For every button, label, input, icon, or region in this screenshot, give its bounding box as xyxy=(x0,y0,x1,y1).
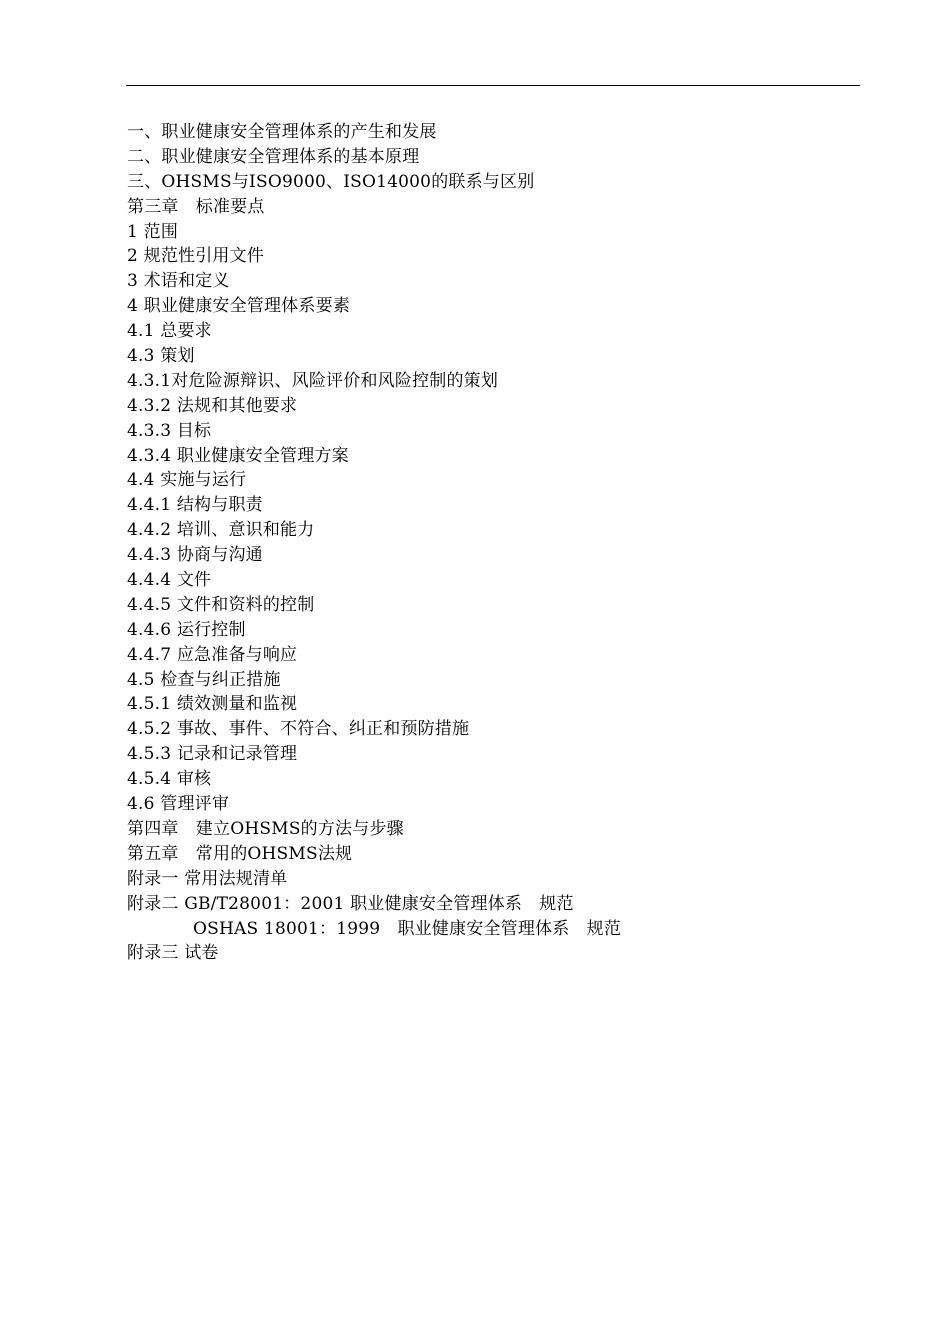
toc-line: 4.4.7 应急准备与响应 xyxy=(127,644,298,665)
toc-line: 2 规范性引用文件 xyxy=(127,246,265,267)
toc-line: 二、职业健康安全管理体系的基本原理 xyxy=(127,146,420,167)
toc-line: 4.3 策划 xyxy=(127,346,195,367)
toc-line: 4.5.3 记录和记录管理 xyxy=(127,744,298,765)
toc-line: 一、职业健康安全管理体系的产生和发展 xyxy=(127,122,437,142)
toc-line: 4.5 检查与纠正措施 xyxy=(127,669,281,690)
toc-line: 4.4.6 运行控制 xyxy=(127,619,246,640)
toc-line: 4.3.4 职业健康安全管理方案 xyxy=(127,445,349,466)
toc-line: 4.3.2 法规和其他要求 xyxy=(127,395,298,416)
toc-chapter-heading: 第五章 常用的OHSMS法规 xyxy=(127,843,353,864)
toc-line: 3 术语和定义 xyxy=(127,271,230,292)
toc-line: 4.4.4 文件 xyxy=(127,570,212,591)
toc-line: 4.4 实施与运行 xyxy=(127,470,247,491)
toc-line: 4.4.5 文件和资料的控制 xyxy=(127,594,315,615)
toc-chapter-heading: 第三章 标准要点 xyxy=(127,196,265,217)
toc-line: 4.3.1对危险源辩识、风险评价和风险控制的策划 xyxy=(127,370,499,391)
toc-line: 4.5.2 事故、事件、不符合、纠正和预防措施 xyxy=(127,719,470,740)
toc-appendix: 附录一 常用法规清单 xyxy=(127,868,288,889)
toc-line: 4.3.3 目标 xyxy=(127,420,212,441)
toc-appendix: 附录三 试卷 xyxy=(127,943,219,964)
toc-line: 4.5.4 审核 xyxy=(127,769,212,790)
toc-appendix-subline: OSHAS 18001：1999 职业健康安全管理体系 规范 xyxy=(193,918,622,939)
toc-line: 4.6 管理评审 xyxy=(127,794,230,815)
toc-line: 4.1 总要求 xyxy=(127,321,212,342)
toc-line: 4.5.1 绩效测量和监视 xyxy=(127,694,298,715)
toc-line: 1 范围 xyxy=(127,221,179,242)
header-rule xyxy=(126,85,860,86)
toc-line: 三、OHSMS与ISO9000、ISO14000的联系与区别 xyxy=(127,171,535,192)
toc-line: 4.4.3 协商与沟通 xyxy=(127,545,263,566)
toc-appendix: 附录二 GB/T28001：2001 职业健康安全管理体系 规范 xyxy=(127,893,574,914)
toc-line: 4.4.2 培训、意识和能力 xyxy=(127,520,315,541)
toc-line: 4.4.1 结构与职责 xyxy=(127,495,263,516)
toc-line: 4 职业健康安全管理体系要素 xyxy=(127,296,351,317)
toc-chapter-heading: 第四章 建立OHSMS的方法与步骤 xyxy=(127,818,404,839)
table-of-contents xyxy=(127,120,847,966)
